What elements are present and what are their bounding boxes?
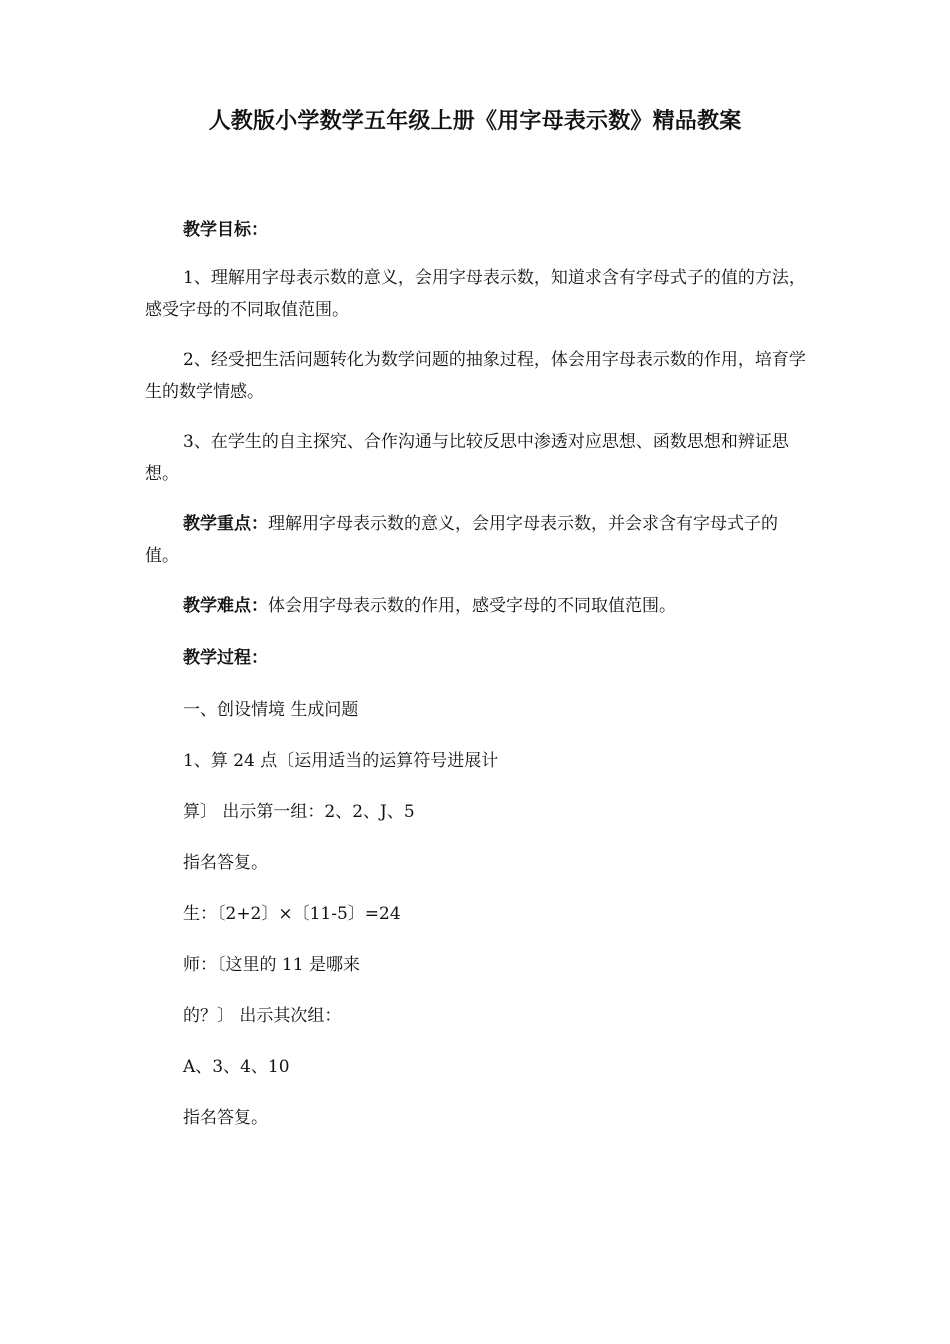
process-line-1: 一、创设情境 生成问题 xyxy=(183,700,359,720)
process-line-8: A、3、4、10 xyxy=(183,1057,290,1077)
objective-item-2: 2、经受把生活问题转化为数学问题的抽象过程，体会用字母表示数的作用，培育学生的数学情感。 xyxy=(145,350,806,402)
objective-item-1: 1、理解用字母表示数的意义，会用字母表示数，知道求含有字母式子的值的方法，感受字母的不同取值范围。 xyxy=(145,268,806,320)
process-line-2: 1、算 24 点〔运用适当的运算符号进展计 xyxy=(183,751,499,771)
objectives-heading: 教学目标： xyxy=(183,220,268,240)
process-line-7: 的？〕 出示其次组： xyxy=(183,1006,342,1026)
process-heading: 教学过程： xyxy=(183,648,268,668)
process-line-9: 指名答复。 xyxy=(183,1108,268,1128)
difficulty-paragraph xyxy=(145,590,807,622)
key-point-text: 理解用字母表示数的意义，会用字母表示数，并会求含有字母式子的值。 xyxy=(145,514,778,566)
difficulty-label: 教学难点： xyxy=(183,596,268,616)
document-title: 人教版小学数学五年级上册《用字母表示数》精品教案 xyxy=(208,109,742,134)
process-line-5: 生：〔2+2〕×〔11-5〕=24 xyxy=(183,904,401,924)
objective-item-3: 3、在学生的自主探究、合作沟通与比较反思中渗透对应思想、函数思想和辨证思想。 xyxy=(145,432,789,484)
process-line-6: 师：〔这里的 11 是哪来 xyxy=(183,955,360,975)
process-line-3: 算〕 出示第一组：2、2、J、5 xyxy=(183,802,415,822)
process-line-4: 指名答复。 xyxy=(183,853,268,873)
difficulty-text: 体会用字母表示数的作用，感受字母的不同取值范围。 xyxy=(268,596,676,616)
key-point-paragraph xyxy=(145,508,807,572)
key-point-label: 教学重点： xyxy=(183,514,268,534)
